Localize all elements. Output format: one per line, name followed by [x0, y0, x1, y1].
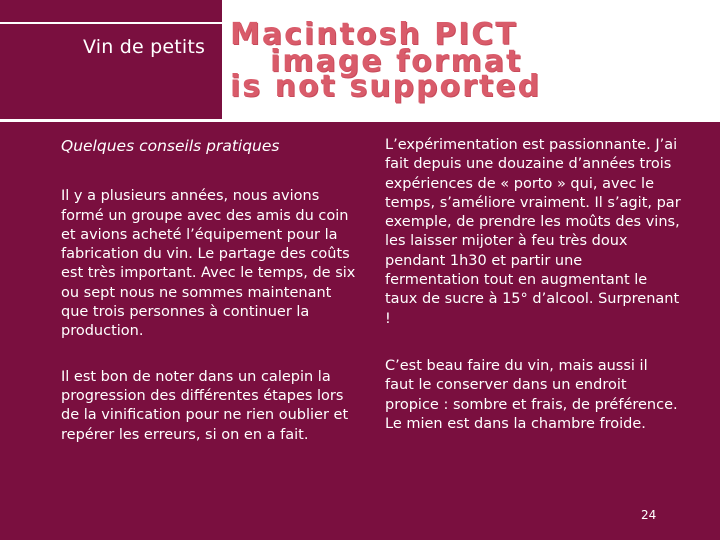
section-subtitle: Quelques conseils pratiques [61, 137, 280, 155]
right-text-column [385, 136, 681, 434]
pict-text-line-1: Macintosh PICT [230, 17, 518, 52]
left-paragraph-2: Il est bon de noter dans un calepin la progression des différentes étapes lors de la vinification pour ne rien oublier et repérer les erreurs, si on en a fait. [61, 368, 349, 443]
header-divider [0, 119, 720, 122]
title-rule [0, 22, 222, 24]
pict-text-line-2: image format [270, 44, 523, 79]
right-paragraph-1: L’expérimentation est passionnante. J’ai fait depuis une douzaine d’années trois expériences de « porto » qui, avec le temps, s’améliore vraiment. Il s’agit, par exemple, de prendre les moûts des vins, les laisser mijoter à feu très doux pendant 1h30 et partir une fermentation tout en augmentant le taux de sucre à 15° d’alcool. Surprenant ! [385, 137, 681, 327]
slide-title: Vin de petits [83, 36, 206, 58]
left-paragraph-1: Il y a plusieurs années, nous avions formé un groupe avec des amis du coin et avions acheté l’équipement pour la fabrication du vin. Le partage des coûts est très important. Avec le temps, de six ou sept nous ne sommes maintenant que trois personnes à continuer la production. [61, 188, 356, 340]
pict-text-line-3: is not supported [230, 69, 542, 104]
right-paragraph-2: C’est beau faire du vin, mais aussi il faut le conserver dans un endroit propice : sombre et frais, de préférence. Le mien est dans la chambre froide. [385, 357, 678, 432]
page-number: 24 [641, 508, 657, 522]
left-text-column [61, 137, 361, 445]
unsupported-image-placeholder [222, 0, 720, 119]
